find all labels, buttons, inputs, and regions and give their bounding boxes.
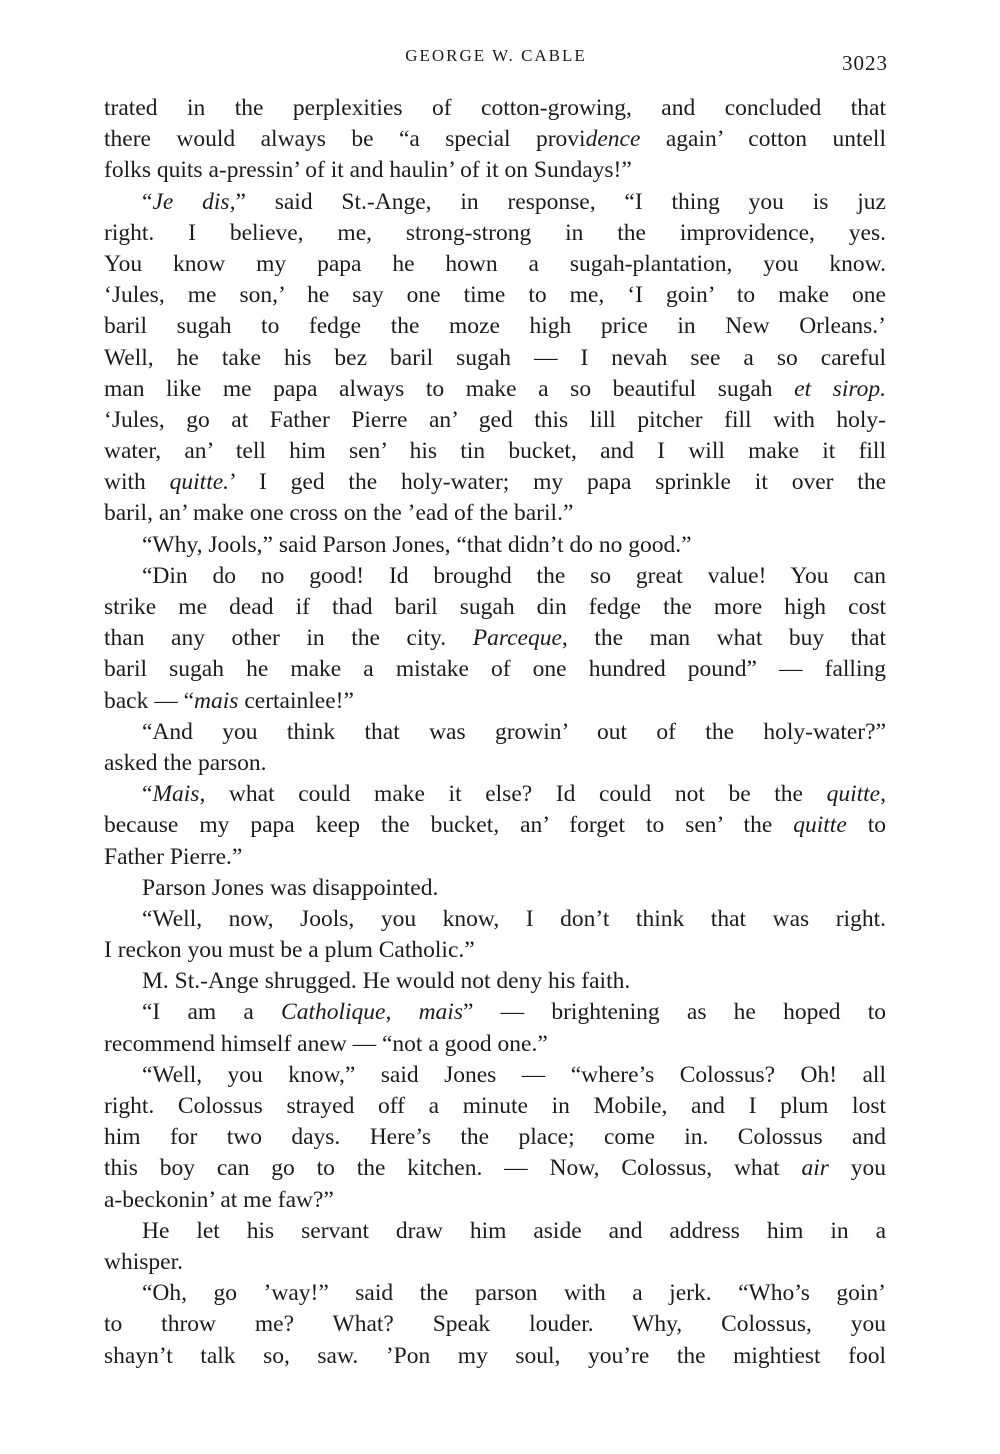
line-text: there would always be “a special provi [104,126,586,153]
text-line [104,124,886,155]
line-text: to [846,812,887,839]
text-line [104,374,886,405]
italic-text: Je dis, [152,188,236,215]
line-text: He let his servant draw him aside and address him in a [142,1217,886,1244]
text-line [104,810,886,841]
italic-text: quitte [826,781,881,808]
line-text: baril sugah to fedge the moze high price in New Orleans.’ [104,313,886,340]
text-line [104,997,886,1028]
italic-text: Parceque [472,625,562,652]
line-text: whisper. [104,1248,183,1275]
line-text: right. Colossus strayed off a minute in Mobile, and I plum lost [104,1093,886,1119]
line-text: , what could make it else? Id could not be the [199,781,827,808]
line-text: “Din do no good! Id broughd the so great value! You can [142,562,886,589]
line-text: “ [142,188,153,215]
line-text: , [880,781,886,808]
text-line [104,561,886,592]
line-text: again’ cotton untell [640,126,886,153]
italic-text: air [801,1155,829,1182]
running-title: GEORGE W. CABLE [405,46,587,65]
line-text: recommend himself anew — “not a good one.” [104,1030,548,1057]
text-line [104,623,886,654]
text-line [104,1060,886,1091]
line-text: asked the parson. [104,749,267,776]
line-text: I reckon you must be a plum Catholic.” [104,937,475,964]
italic-text: Catholique [281,999,386,1026]
line-text: baril sugah he make a mistake of one hundred pound” — falling [104,656,886,683]
text-line [104,155,886,186]
body-text [104,93,886,1372]
line-text: “I am a [142,999,282,1026]
line-text: “Oh, go ’way!” said the parson with a jerk. “Who’s goin’ [142,1280,886,1307]
text-line [104,343,886,374]
text-line [104,935,886,966]
italic-text: quitte. [169,469,230,496]
page-number: 3023 [842,51,888,75]
line-text: baril, an’ make one cross on the ’ead of the baril.” [104,500,574,527]
text-line [104,1122,886,1153]
line-text: because my papa keep the bucket, an’ forget to sen’ the [104,812,794,839]
line-text: shayn’t talk so, saw. ’Pon my soul, you’re the mightiest fool [104,1342,886,1369]
text-line [104,1091,886,1122]
text-line [104,1153,886,1184]
line-text: , [385,999,419,1026]
line-text: ” said St.-Ange, in response, “I thing you is juz [235,188,886,215]
running-head [104,44,888,74]
line-text: ” — brightening as he hoped to [462,999,886,1026]
text-line [104,873,886,904]
text-line [104,717,886,748]
text-line [104,530,886,561]
text-line [104,1278,886,1309]
text-line [104,1341,886,1372]
text-line [104,218,886,249]
line-text: “ [142,781,153,808]
line-text: “Why, Jools,” said Parson Jones, “that didn’t do no good.” [142,531,692,558]
line-text: Parson Jones was disappointed. [142,874,439,901]
line-text: to throw me? What? Speak louder. Why, Colossus, you [104,1311,886,1338]
line-text: this boy can go to the kitchen. — Now, Colossus, what [104,1155,802,1182]
line-text: water, an’ tell him sen’ his tin bucket, and I will make it fill [104,438,886,465]
text-line [104,1029,886,1060]
text-line [104,1309,886,1340]
line-text: ‘Jules, go at Father Pierre an’ ged this lill pitcher fill with holy- [104,406,886,433]
italic-text: et sirop. [794,375,886,402]
text-line [104,311,886,342]
line-text: a-beckonin’ at me faw?” [104,1186,334,1213]
text-line [104,842,886,873]
italic-text: quitte [793,812,847,839]
line-text: Father Pierre.” [104,843,243,870]
text-line [104,436,886,467]
text-line [104,1216,886,1247]
text-line [104,748,886,779]
line-text: ’ I ged the holy-water; my papa sprinkle it over the [229,469,887,496]
text-line [104,498,886,529]
italic-text: Mais [152,781,200,808]
line-text: certainlee!” [238,687,354,714]
text-line [104,405,886,436]
line-text: him for two days. Here’s the place; come in. Colossus and [104,1124,886,1151]
text-line [104,966,886,997]
line-text: , the man what buy that [561,625,886,652]
line-text: “Well, now, Jools, you know, I don’t think that was right. [142,905,886,932]
line-text: strike me dead if thad baril sugah din fedge the more high cost [104,594,886,620]
text-line [104,654,886,685]
line-text: you [828,1155,887,1182]
text-line [104,686,886,717]
line-text: “Well, you know,” said Jones — “where’s Colossus? Oh! all [142,1061,886,1088]
line-text: than any other in the city. [104,625,473,652]
text-line [104,249,886,280]
italic-text: mais [418,999,463,1026]
line-text: folks quits a-pressin’ of it and haulin’ of it on Sundays!” [104,157,632,184]
line-text: ‘Jules, me son,’ he say one time to me, ‘I goin’ to make one [104,282,886,309]
text-line [104,467,886,498]
line-text: man like me papa always to make a so beautiful sugah [104,375,795,402]
text-line [104,1247,886,1278]
text-line [104,93,886,124]
text-line [104,187,886,218]
text-line [104,779,886,810]
line-text: back — “ [104,687,195,714]
line-text: Well, he take his bez baril sugah — I nevah see a so careful [104,344,886,371]
line-text: M. St.-Ange shrugged. He would not deny his faith. [142,968,631,995]
text-line [104,1185,886,1216]
line-text: trated in the perplexities of cotton-growing, and concluded that [104,95,886,121]
line-text: “And you think that was growin’ out of the holy-water?” [142,718,886,745]
italic-text: mais [194,687,239,714]
text-line [104,280,886,311]
text-line [104,904,886,935]
text-line [104,592,886,623]
line-text: You know my papa he hown a sugah-plantation, you know. [104,250,886,277]
italic-text: dence [585,126,641,153]
line-text: right. I believe, me, strong-strong in the improvidence, yes. [104,219,886,246]
line-text: with [104,469,170,496]
